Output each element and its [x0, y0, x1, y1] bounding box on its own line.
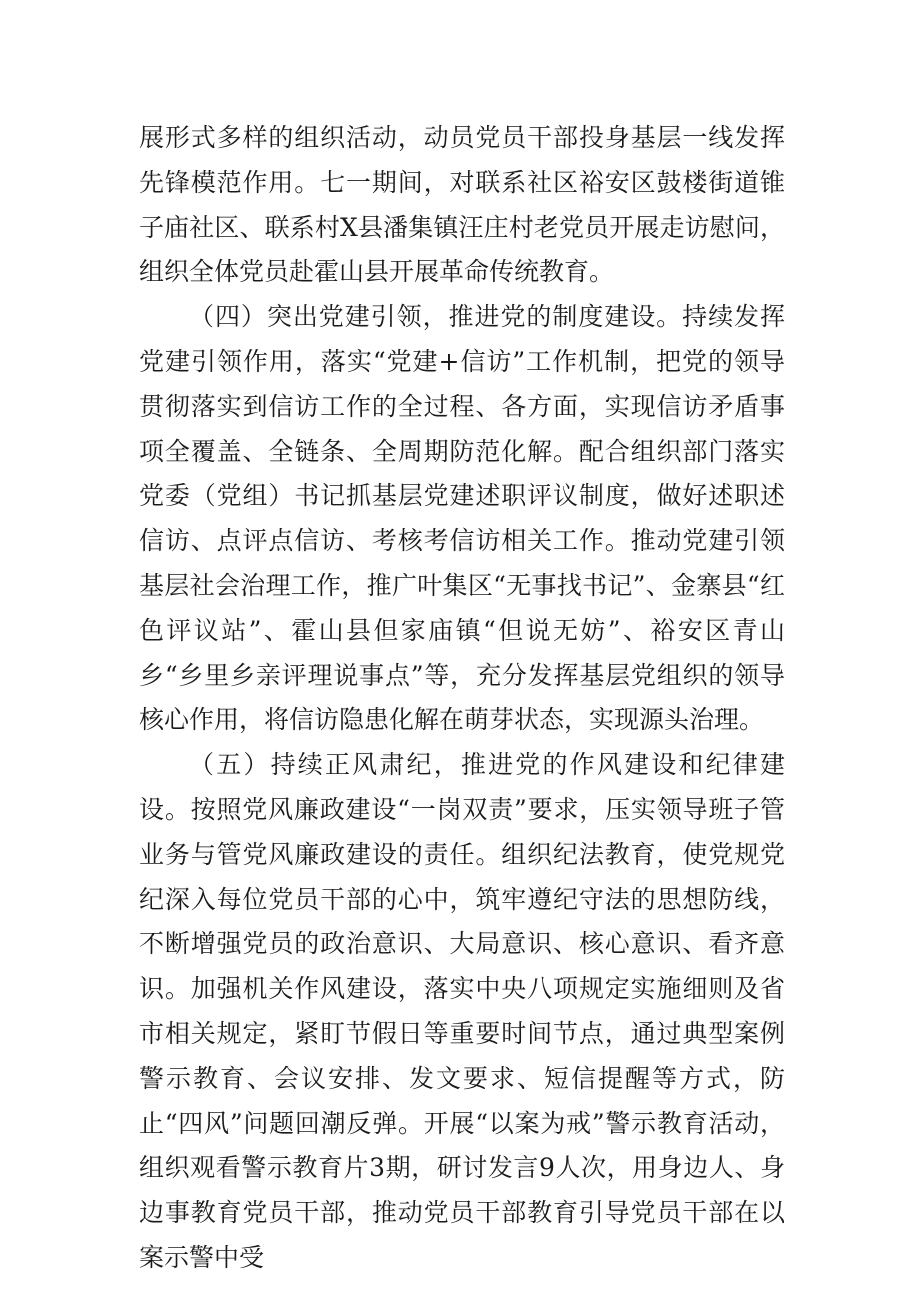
document-body — [139, 116, 785, 1281]
paragraph-2: （四）突出党建引领，推进党的制度建设。持续发挥党建引领作用，落实“党建+信访”工作机制，把党的领导贯彻落实到信访工作的全过程、各方面，实现信访矛盾事项全覆盖、全链条、全周期防范化解。配合组织部门落实党委（党组）书记抓基层党建述职评议制度，做好述职述信访、点评点信访、考核考信访相关工作。推动党建引领基层社会治理工作，推广叶集区“无事找书记”、金寨县“红色评议站”、霍山县但家庙镇“但说无妨”、裕安区青山乡“乡里乡亲评理说事点”等，充分发挥基层党组织的领导核心作用，将信访隐患化解在萌芽状态，实现源头治理。 — [139, 302, 785, 735]
paragraph-3: （五）持续正风肃纪，推进党的作风建设和纪律建设。按照党风廉政建设“一岗双责”要求，压实领导班子管业务与管党风廉政建设的责任。组织纪法教育，使党规党纪深入每位党员干部的心中，筑牢遵纪守法的思想防线，不断增强党员的政治意识、大局意识、核心意识、看齐意识。加强机关作风建设，落实中央八项规定实施细则及省市相关规定，紧盯节假日等重要时间节点，通过典型案例警示教育、会议安排、发文要求、短信提醒等方式，防止“四风”问题回潮反弹。开展“以案为戒”警示教育活动，组织观看警示教育片3期，研讨发言9人次，用身边人、身边事教育党员干部，推动党员干部教育引导党员干部在以案示警中受 — [139, 750, 785, 1272]
paragraph-1: 展形式多样的组织活动，动员党员干部投身基层一线发挥先锋模范作用。七一期间，对联系社区裕安区鼓楼街道锥子庙社区、联系村X县潘集镇汪庄村老党员开展走访慰问，组织全体党员赴霍山县开展革命传统教育。 — [139, 123, 785, 287]
